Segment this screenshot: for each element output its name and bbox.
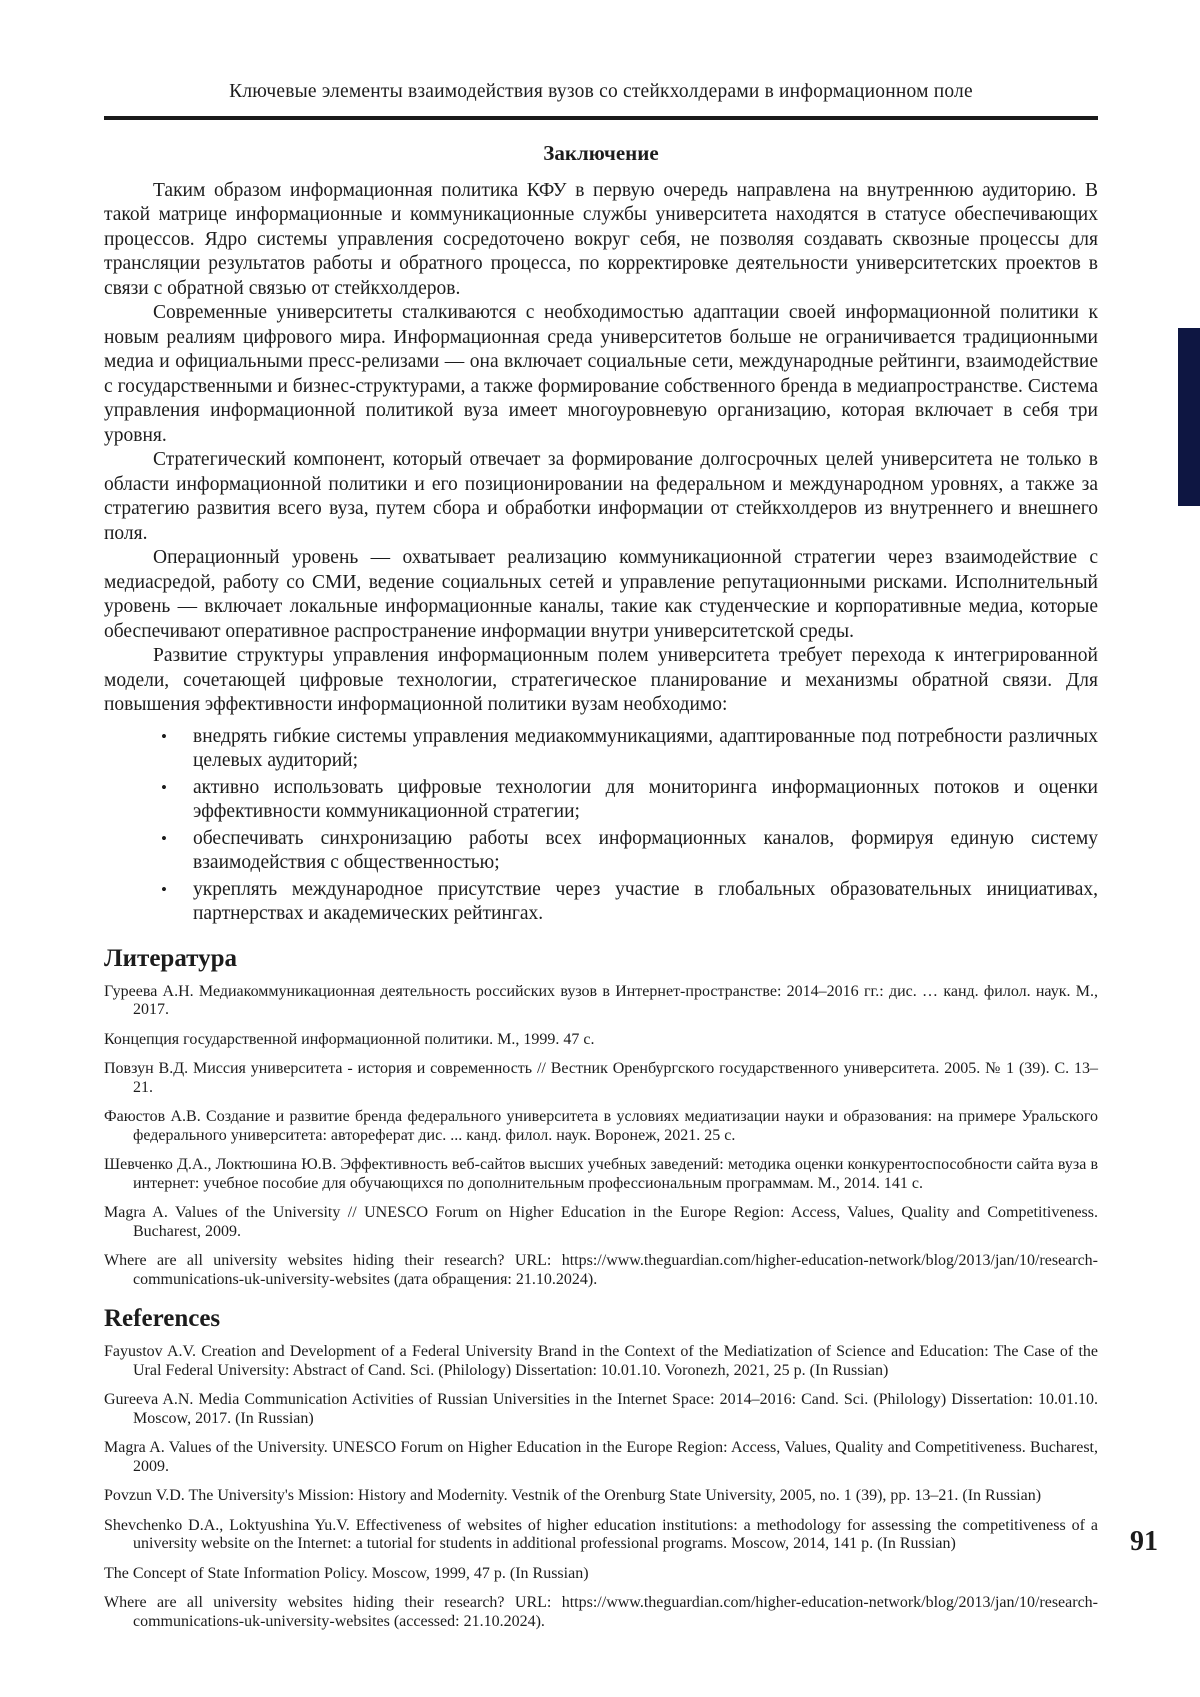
section-index-tab bbox=[1178, 328, 1200, 506]
recommendations-list bbox=[104, 725, 1098, 927]
literature-entry: Гуреева А.Н. Медиакоммуникационная деятельность российских вузов в Интернет-пространстве: 2014–2016 гг.: дис. … канд. филол. наук. М., 2017. bbox=[104, 982, 1098, 1018]
conclusion-paragraph: Операционный уровень — охватывает реализацию коммуникационной стратегии через взаимодействие с медиасредой, работу со СМИ, ведение социальных сетей и управление репутационными рисками. Исполнительный уровень — включает локальные информационные каналы, такие как студенческие и корпоративные медиа, которые обеспечивают оперативное распространение информации внутри университетской среды. bbox=[104, 547, 1098, 642]
literature-entry: Where are all university websites hiding their research? URL: https://www.theguardian.com/higher-education-network/blog/2013/jan/10/research-communications-uk-university-websites (дата обращения: 21.10.2024). bbox=[104, 1252, 1098, 1288]
page-content bbox=[104, 0, 1098, 1642]
recommendation-item: • обеспечивать синхронизацию работы всех информационных каналов, формируя единую систему взаимодействия с общественностью; bbox=[104, 827, 1098, 876]
reference-entry: Where are all university websites hiding their research? URL: https://www.theguardian.com/higher-education-network/blog/2013/jan/10/research-communications-uk-university-websites (accessed: 21.10.2024). bbox=[104, 1594, 1098, 1630]
literature-entry: Шевченко Д.А., Локтюшина Ю.В. Эффективность веб-сайтов высших учебных заведений: методика оценки конкурентоспособности сайта вуза в интернет: учебное пособие для обучающихся по дополнительным профессиональным программам. М., 2014. 141 с. bbox=[104, 1156, 1098, 1192]
conclusion-heading: Заключение bbox=[543, 140, 659, 165]
literature-heading: Литература bbox=[104, 944, 238, 972]
reference-entry: Povzun V.D. The University's Mission: History and Modernity. Vestnik of the Orenburg State University, 2005, no. 1 (39), pp. 13–21. (In Russian) bbox=[104, 1487, 1042, 1504]
page-number: 91 bbox=[1130, 1526, 1158, 1557]
running-head: Ключевые элементы взаимодействия вузов со стейкхолдерами в информационном поле bbox=[229, 81, 973, 102]
literature-entry: Концепция государственной информационной политики. М., 1999. 47 с. bbox=[104, 1030, 595, 1048]
header-rule bbox=[104, 116, 1098, 120]
recommendation-item: • укреплять международное присутствие через участие в глобальных образовательных инициативах, партнерствах и академических рейтингах. bbox=[104, 878, 1098, 927]
reference-entry: The Concept of State Information Policy. Moscow, 1999, 47 p. (In Russian) bbox=[104, 1564, 589, 1582]
references-heading: References bbox=[104, 1305, 221, 1332]
recommendation-item: • внедрять гибкие системы управления медиакоммуникациями, адаптированные под потребности различных целевых аудиторий; bbox=[104, 725, 1098, 774]
reference-entry: Shevchenko D.A., Loktyushina Yu.V. Effectiveness of websites of higher education institutions: a methodology for assessing the competitiveness of a university website on the Internet: a tutorial for students in additional professional programs. Moscow, 2014, 141 p. (In Russian) bbox=[104, 1516, 1098, 1552]
conclusion-paragraph: Современные университеты сталкиваются с необходимостью адаптации своей информационной политики к новым реалиям цифрового мира. Информационная среда университетов больше не ограничивается традиционными медиа и официальными пресс-релизами — она включает социальные сети, международные рейтинги, взаимодействие с государственными и бизнес-структурами, а также формирование собственного бренда в медиапространстве. Система управления информационной политикой вуза имеет многоуровневую организацию, которая включает в себя три уровня. bbox=[104, 302, 1098, 446]
conclusion-body bbox=[104, 179, 1098, 927]
reference-entry: Gureeva A.N. Media Communication Activities of Russian Universities in the Internet Space: 2014–2016: Cand. Sci. (Philology) Dissertation: 10.01.10. Moscow, 2017. (In Russian) bbox=[104, 1391, 1098, 1427]
reference-entry: Magra A. Values of the University. UNESCO Forum on Higher Education in the Europe Region: Access, Values, Quality and Competitiveness. Bucharest, 2009. bbox=[104, 1439, 1098, 1475]
conclusion-paragraph: Стратегический компонент, который отвечает за формирование долгосрочных целей университета не только в области информационной политики и его позиционировании на федеральном и международном уровнях, а также за стратегию развития всего вуза, путем сбора и обработки информации от стейкхолдеров из внутреннего и внешнего поля. bbox=[104, 449, 1098, 544]
conclusion-paragraph: Развитие структуры управления информационным полем университета требует перехода к интегрированной модели, сочетающей цифровые технологии, стратегическое планирование и механизмы обратной связи. Для повышения эффективности информационной политики вузам необходимо: bbox=[104, 645, 1098, 715]
recommendation-item: • активно использовать цифровые технологии для мониторинга информационных потоков и оценки эффективности коммуникационной стратегии; bbox=[104, 776, 1098, 825]
references-list bbox=[104, 1343, 1098, 1631]
literature-entry: Magra A. Values of the University // UNESCO Forum on Higher Education in the Europe Region: Access, Values, Quality and Competitiveness. Bucharest, 2009. bbox=[104, 1204, 1098, 1240]
conclusion-paragraph: Таким образом информационная политика КФУ в первую очередь направлена на внутреннюю аудиторию. В такой матрице информационные и коммуникационные службы университета находятся в статусе обеспечивающих процессов. Ядро системы управления сосредоточено вокруг себя, не позволяя создавать сквозные процессы для трансляции результатов работы и обратного процесса, по корректировке деятельности университетских проектов в связи с обратной связью от стейкхолдеров. bbox=[104, 179, 1098, 299]
literature-entry: Фаюстов А.В. Создание и развитие бренда федерального университета в условиях медиатизации науки и образования: на примере Уральского федерального университета: автореферат дис. ... канд. филол. наук. Воронеж, 2021. 25 с. bbox=[104, 1108, 1098, 1144]
reference-entry: Fayustov A.V. Creation and Development of a Federal University Brand in the Context of the Mediatization of Science and Education: The Case of the Ural Federal University: Abstract of Cand. Sci. (Philology) Dissertation: 10.01.10. Voronezh, 2021, 25 p. (In Russian) bbox=[104, 1343, 1098, 1379]
literature-list bbox=[104, 983, 1098, 1290]
literature-entry: Повзун В.Д. Миссия университета - история и современность // Вестник Оренбургского государственного университета. 2005. № 1 (39). С. 13–21. bbox=[104, 1060, 1098, 1096]
